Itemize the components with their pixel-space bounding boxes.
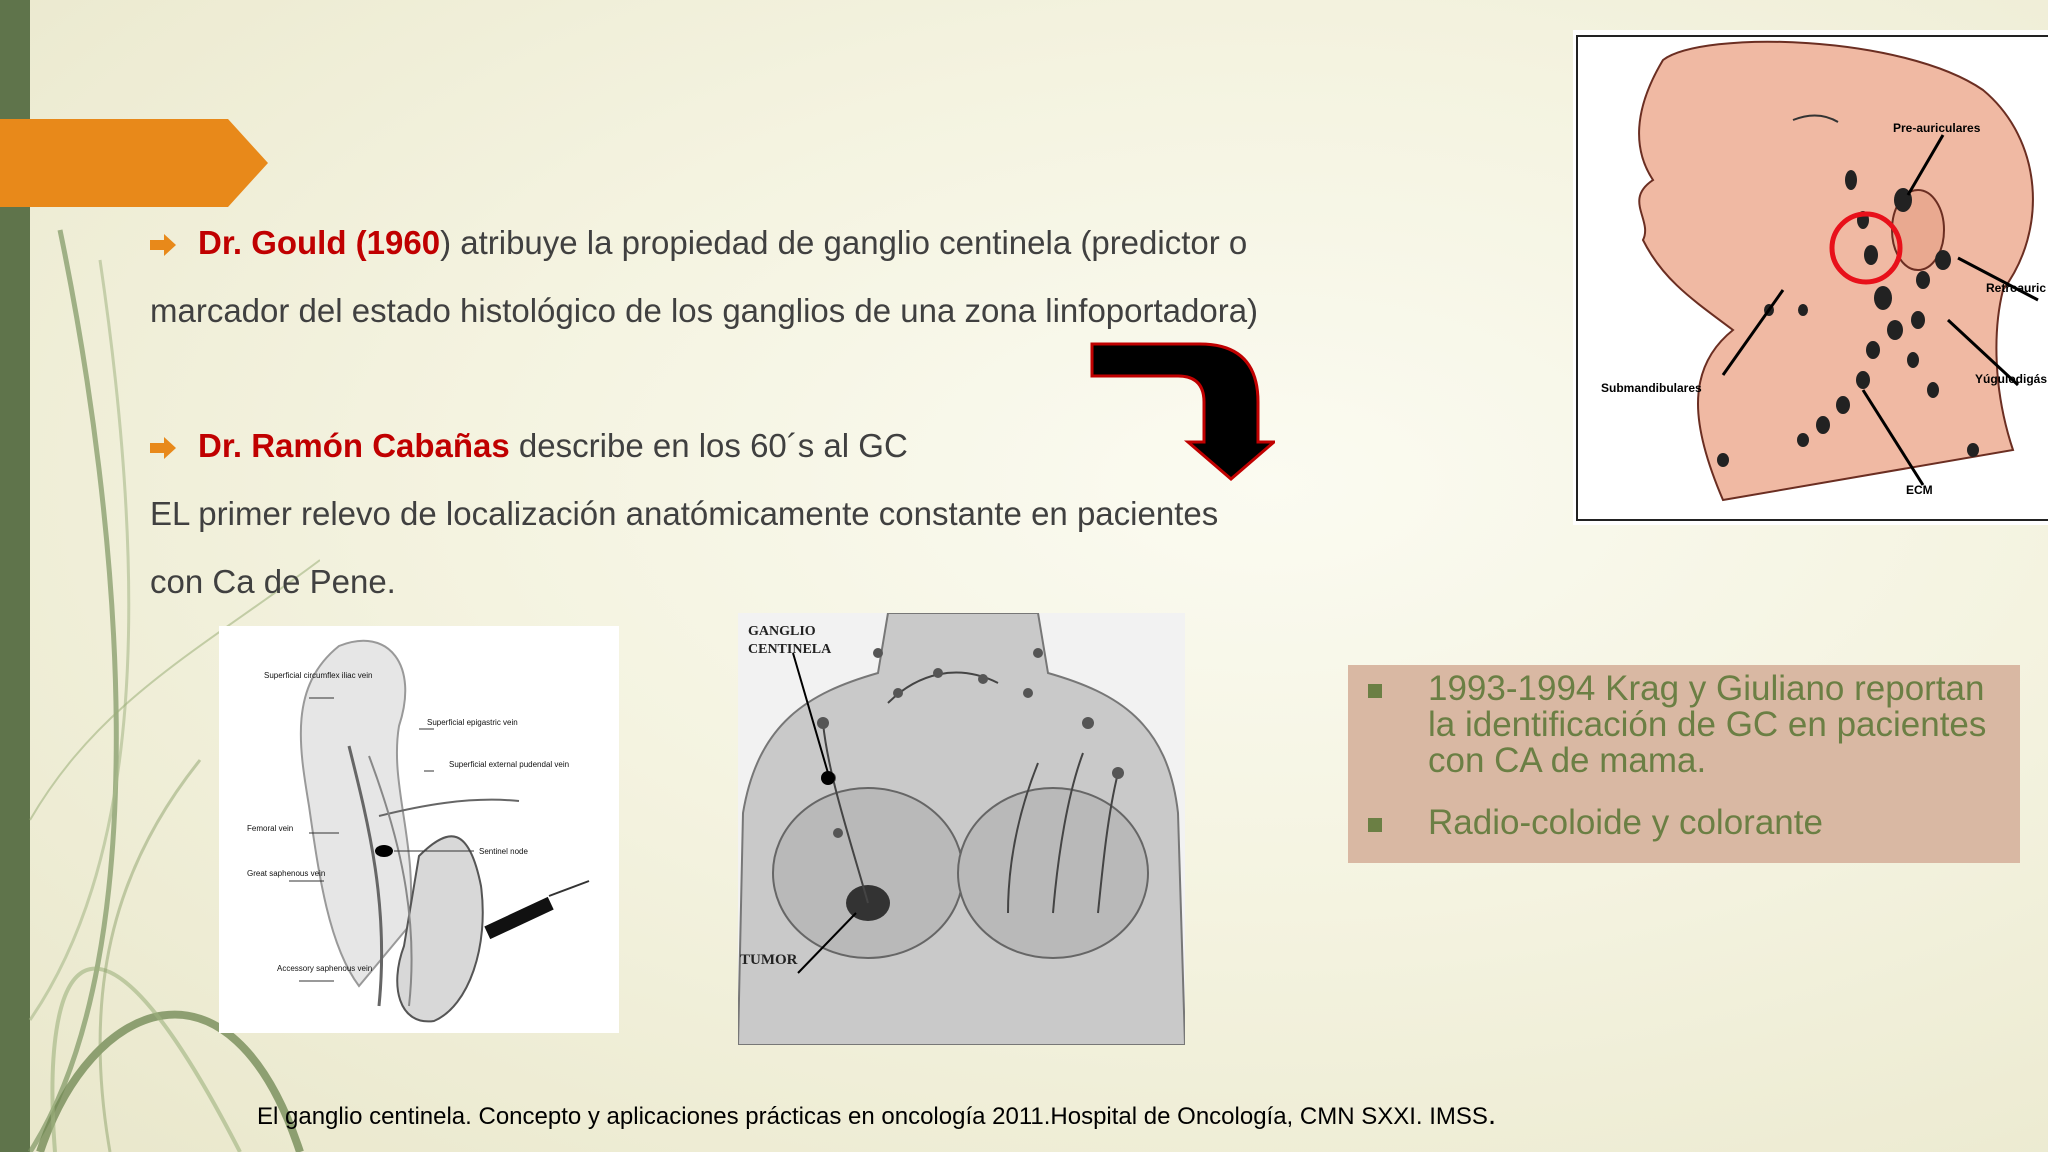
head-neck-lymph-figure — [1573, 30, 2048, 525]
cabanas-continuation-1: EL primer relevo de localización anatómicamente constante en pacientes — [150, 495, 1219, 532]
callout-item — [1348, 671, 2020, 779]
label-retroauriculares: Retroauric — [1986, 281, 2047, 295]
bullet-gould — [150, 209, 1247, 277]
curved-down-arrow-icon — [1090, 342, 1275, 482]
label-preauriculares: Pre-auriculares — [1893, 121, 1981, 135]
square-bullet-icon — [1368, 684, 1382, 698]
footer-citation — [257, 1098, 1496, 1132]
label-epigastric-vein: Superficial epigastric vein — [427, 718, 518, 727]
label-accessory-saphenous: Accessory saphenous vein — [277, 964, 373, 973]
gould-highlight: Dr. Gould (1960 — [198, 224, 441, 261]
label-great-saphenous: Great saphenous vein — [247, 869, 326, 878]
bullet-cabanas — [150, 412, 908, 480]
label-ecm: ECM — [1906, 483, 1933, 497]
label-pudendal-vein: Superficial external pudendal vein — [449, 760, 570, 769]
label-tumor: TUMOR — [740, 952, 798, 968]
label-yugulodigastricos: Yúgulodigás — [1975, 372, 2047, 386]
citation-period: . — [1487, 1098, 1497, 1131]
gould-text: ) atribuye la propiedad de ganglio centinela (predictor o — [440, 224, 1248, 261]
cabanas-highlight: Dr. Ramón Cabañas — [198, 427, 510, 464]
label-sentinel-node: Sentinel node — [479, 847, 528, 856]
orange-title-tab — [0, 119, 270, 207]
callout-box — [1348, 665, 2020, 863]
arrow-bullet-icon — [150, 437, 176, 459]
callout-item-text: Radio-coloide y colorante — [1428, 803, 1823, 842]
callout-item — [1348, 805, 2020, 841]
label-submandibulares: Submandibulares — [1601, 381, 1702, 395]
cabanas-text: describe en los 60´s al GC — [509, 427, 908, 464]
gould-continuation: marcador del estado histológico de los ganglios de una zona linfoportadora) — [150, 292, 1259, 329]
square-bullet-icon — [1368, 818, 1382, 832]
citation-text: El ganglio centinela. Concepto y aplicaciones prácticas en oncología 2011.Hospital de Oncología, CMN SXXI. IMSS — [257, 1103, 1488, 1130]
callout-item-text: 1993-1994 Krag y Giuliano reportan la identificación de GC en pacientes con CA de mama. — [1428, 669, 1987, 780]
breast-lymphatics-figure — [738, 613, 1185, 1045]
cabanas-continuation-2: con Ca de Pene. — [150, 563, 396, 600]
label-circumflex-vein: Superficial circumflex iliac vein — [264, 671, 373, 680]
label-femoral-vein: Femoral vein — [247, 824, 294, 833]
arrow-bullet-icon — [150, 234, 176, 256]
label-ganglio-centinela: GANGLIO CENTINELA — [748, 624, 832, 657]
groin-sentinel-node-figure — [219, 626, 619, 1033]
